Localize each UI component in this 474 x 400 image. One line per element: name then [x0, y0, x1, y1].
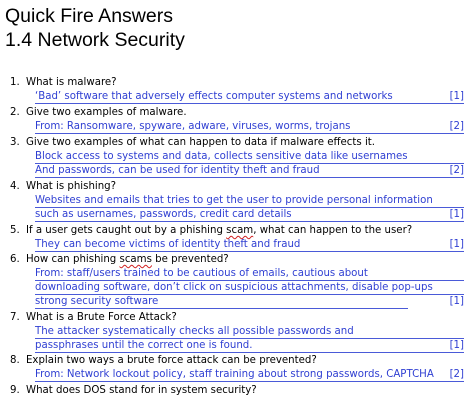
spelling-flagged-word: scams — [119, 254, 152, 265]
question-6 — [10, 253, 229, 266]
answer-3-line-1 — [35, 150, 464, 164]
question-number: 8. — [10, 355, 20, 366]
answer-text: Block access to systems and data, collects sensitive data like usernames — [35, 151, 408, 162]
worksheet-title: Quick Fire Answers — [5, 5, 173, 27]
question-number: 9. — [10, 385, 20, 396]
answer-text: ‘Bad’ software that adversely effects computer systems and networks — [35, 91, 393, 102]
question-text-part: be prevented? — [151, 254, 229, 265]
answer-3-line-2 — [35, 164, 464, 178]
answer-text: From: Ransomware, spyware, adware, viruses, worms, trojans — [35, 121, 351, 132]
question-number: 1. — [10, 77, 20, 88]
mark-allocation: [1] — [449, 209, 464, 220]
answer-text: They can become victims of identity theft and fraud — [35, 239, 301, 250]
question-text: Explain two ways a brute force attack can be prevented? — [26, 355, 317, 366]
answer-7-line-1 — [35, 325, 464, 339]
question-text-part: If a user gets caught out by a phishing — [26, 225, 227, 236]
answer-text: strong security software — [35, 296, 159, 307]
mark-allocation: [2] — [449, 369, 464, 380]
answer-6-line-2 — [35, 281, 464, 295]
question-9 — [10, 384, 257, 397]
mark-allocation: [1] — [449, 340, 464, 351]
question-text: What is phishing? — [26, 181, 117, 192]
answer-text: Websites and emails that tries to get the user to provide personal information — [35, 195, 433, 206]
answer-8-line-1 — [35, 368, 464, 382]
answer-text: And passwords, can be used for identity theft and fraud — [35, 165, 320, 176]
question-text: Give two examples of what can happen to data if malware effects it. — [26, 137, 376, 148]
answer-text: The attacker systematically checks all possible passwords and — [35, 326, 354, 337]
question-8 — [10, 354, 317, 367]
answer-5-line-1 — [35, 238, 464, 252]
question-number: 3. — [10, 137, 20, 148]
answer-text: From: staff/users trained to be cautious of emails, cautious about — [35, 268, 368, 279]
question-number: 6. — [10, 254, 20, 265]
question-5 — [10, 224, 412, 237]
question-text: What does DOS stand for in system security? — [26, 385, 257, 396]
question-text-part: , what can happen to the user? — [253, 225, 413, 236]
question-text: What is a Brute Force Attack? — [26, 312, 177, 323]
answer-text: downloading software, don’t click on suspicious attachments, disable pop-ups — [35, 282, 433, 293]
answer-text: such as usernames, passwords, credit card details — [35, 209, 292, 220]
question-4 — [10, 180, 116, 193]
answer-7-line-2 — [35, 339, 464, 353]
answer-text: From: Network lockout policy, staff training about strong passwords, CAPTCHA — [35, 369, 434, 380]
question-7 — [10, 311, 177, 324]
mark-allocation-6 — [450, 295, 464, 308]
mark-allocation: [1] — [449, 239, 464, 250]
mark-allocation: [2] — [449, 121, 464, 132]
question-number: 2. — [10, 107, 20, 118]
question-3 — [10, 136, 375, 149]
mark-allocation: [1] — [449, 91, 464, 102]
question-number: 7. — [10, 312, 20, 323]
spelling-flagged-word: scam — [226, 225, 254, 236]
mark-allocation: [2] — [449, 165, 464, 176]
answer-2-line-1 — [35, 120, 464, 134]
answer-6-line-3 — [35, 295, 408, 309]
answer-text: passphrases until the correct one is found. — [35, 340, 253, 351]
question-text-part: How can phishing — [26, 254, 120, 265]
answer-6-line-1 — [35, 267, 464, 281]
answer-4-line-2 — [35, 208, 464, 222]
mark-allocation: [1] — [449, 296, 464, 307]
question-text: What is malware? — [26, 77, 117, 88]
question-number: 5. — [10, 225, 20, 236]
answer-1-line-1 — [35, 90, 464, 104]
worksheet-subtitle: 1.4 Network Security — [5, 29, 185, 51]
question-number: 4. — [10, 181, 20, 192]
question-2 — [10, 106, 187, 119]
question-text: Give two examples of malware. — [26, 107, 187, 118]
question-1 — [10, 76, 117, 89]
answer-4-line-1 — [35, 194, 464, 208]
